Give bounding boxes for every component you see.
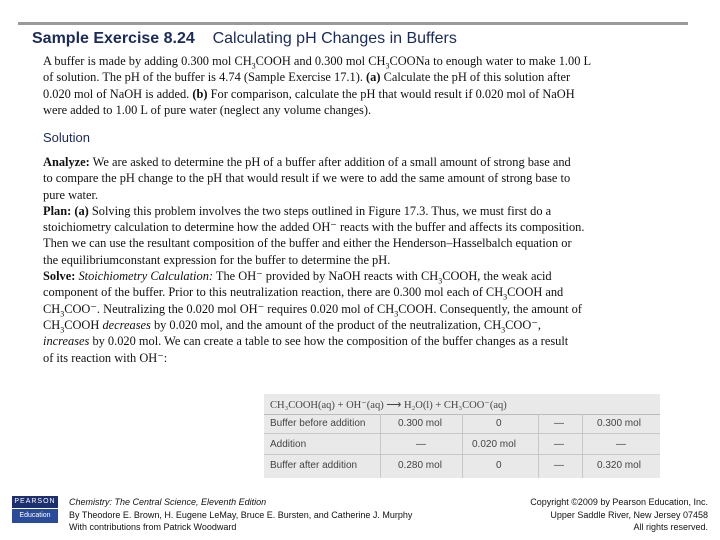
title-exercise-number: Sample Exercise 8.24 [32, 30, 195, 47]
solution-heading: Solution [43, 130, 90, 145]
plan-label: Plan: [43, 203, 72, 218]
footer-copyright: Copyright ©2009 by Pearson Education, Inc. Upper Saddle River, New Jersey 07458 All rights reserved. [530, 497, 708, 532]
table-row: Buffer before addition 0.300 mol 0 — 0.300 mol [264, 415, 660, 434]
table-row: Buffer after addition 0.280 mol 0 — 0.320 mol [270, 460, 641, 471]
title-rule [18, 22, 688, 25]
solve-label: Solve: [43, 269, 76, 284]
analyze-label: Analyze: [43, 155, 90, 169]
page-title [32, 30, 457, 48]
table-header [264, 394, 660, 415]
pearson-logo: PEARSON Education [12, 496, 58, 524]
problem-statement: A buffer is made by adding 0.300 mol $CH_3COOH$ and 0.300 mol $CH_3COONa$ to enough water to make 1.00 L of solution. The pH of the buffer is 4.74 (Sample Exercise 17.1). (a) Calculate the pH of this solution after 0.020 mol of NaOH is added. (b) For comparison, calculate the pH that would result if 0.020 mol of NaOH were added to 1.00 L of pure water (neglect any volume changes). [43, 54, 592, 117]
reaction-equation: CH₃COOH(aq) + OH⁻(aq) ⟶ H₂O(l) + CH₃COO⁻(aq) [270, 400, 507, 411]
title-topic: Calculating pH Changes in Buffers [212, 30, 457, 47]
composition-table [264, 394, 660, 478]
footer-citation: Chemistry: The Central Science, Eleventh Edition By Theodore E. Brown, H. Eugene LeMay, Bruce E. Bursten, and Catherine J. Murphy With contributions from Patrick Woodward [69, 497, 413, 532]
solution-text: Analyze: We are asked to determine the pH of a buffer after addition of a small amount of strong base and to compare the pH change to the pH that would result if we were to add the same amount of strong base to pure water. Plan: (a) Solving this problem involves the two steps outlined in Figure 17.3. Thus, we must first do a stoichiometry calculation to determine how the added OH⁻ reacts with the buffer and affects its composition. Then we can use the resultant composition of the buffer and either the Henderson–Hasselbalch equation or the equilibriumconstant expression for the buffer to determine the pH. Solve: Stoichiometry Calculation: The OH⁻ provided by NaOH reacts with $CH_3COOH$, the weak acid component of the buffer. Prior to this neutralization reaction, there are 0.300 mol each of $CH_3COOH$ and $CH_3COO^-$. Neutralizing the 0.020 mol OH⁻ requires 0.020 mol of $CH_3COOH$. Consequently, the amount of $CH_3COOH$ decreases by 0.020 mol, and the amount of the product of the neutralization, $CH_3COO^-$, increases by 0.020 mol. We can create a table to see how the composition of the buffer changes as a result of its reaction with OH⁻: [43, 155, 585, 365]
table-row: Addition — 0.020 mol — — [264, 436, 660, 455]
